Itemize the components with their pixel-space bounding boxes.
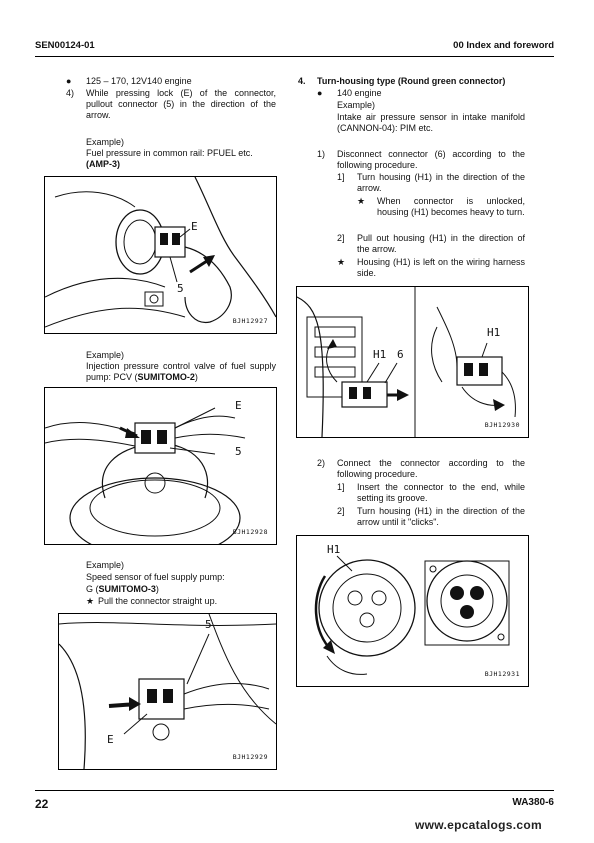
example-text-main: G ( [86, 584, 99, 594]
doc-id: SEN00124-01 [35, 40, 95, 51]
label-h1: H1 [327, 543, 341, 556]
page-number: 22 [35, 797, 49, 811]
example-text: Fuel pressure in common rail: PFUEL etc. [86, 148, 253, 158]
label-h1: H1 [487, 326, 501, 339]
example-text-suffix: ) [194, 372, 198, 382]
figure-code: BJH12928 [232, 528, 268, 536]
engine-range: 125 – 170, 12V140 engine [86, 76, 192, 86]
label-5: 5 [205, 618, 212, 631]
section-title: 00 Index and foreword [453, 40, 554, 51]
model-name: WA380-6 [512, 797, 554, 808]
figure-fuel-pressure-connector [44, 176, 277, 334]
round-connector-illustration [297, 536, 528, 686]
step-number: 2) [317, 458, 326, 468]
section-heading: Turn-housing type (Round green connector) [317, 76, 506, 86]
example-text-suffix: ) [155, 584, 159, 594]
substep-number: 2] [337, 506, 345, 516]
note-text: When connector is unlocked, housing (H1) becomes heavy to turn. [377, 196, 525, 217]
figure-speed-sensor-connector [58, 613, 277, 770]
note-text: Pull the connector straight up. [98, 596, 218, 606]
figure-code: BJH12931 [484, 670, 520, 678]
step-number: 1) [317, 149, 326, 159]
label-h1: H1 [373, 348, 387, 361]
label-e: E [107, 733, 114, 746]
example-text [86, 584, 159, 595]
example-text: Speed sensor of fuel supply pump: [86, 572, 225, 582]
example-text [86, 361, 276, 383]
connector-type: (AMP-3) [86, 159, 120, 169]
example-label: Example) [337, 100, 376, 110]
section-number: 4. [298, 76, 306, 86]
header-rule [35, 56, 554, 57]
star-icon: ★ [337, 257, 346, 267]
star-icon: ★ [86, 596, 95, 606]
step-number: 4) [66, 88, 75, 98]
example-text-main: Injection pressure control valve of fuel supply pump: PCV ( [86, 361, 276, 382]
watermark-link[interactable]: www.epcatalogs.com [415, 818, 542, 832]
figure-pcv-connector [44, 387, 277, 545]
figure-code: BJH12930 [484, 421, 520, 429]
note-text: Housing (H1) is left on the wiring harness side. [357, 257, 525, 278]
connector-type: SUMITOMO-3 [98, 584, 156, 594]
substep-text: Turn housing (H1) in the direction of the arrow until it "clicks". [357, 506, 525, 527]
example-label: Example) [86, 137, 125, 147]
sensor-illustration [59, 614, 276, 769]
substep-number: 2] [337, 233, 345, 243]
engine-model: 140 engine [337, 88, 382, 98]
substep-text: Turn housing (H1) in the direction of the arrow. [357, 172, 525, 193]
label-e: E [191, 220, 198, 233]
label-6: 6 [397, 348, 404, 361]
connector-illustration [45, 177, 276, 333]
manifold-illustration [297, 287, 528, 437]
connector-type: SUMITOMO-2 [137, 372, 195, 382]
substep-number: 1] [337, 172, 345, 182]
label-e: E [235, 399, 242, 412]
example-label: Example) [86, 560, 125, 570]
figure-code: BJH12927 [232, 317, 268, 325]
example-text: Intake air pressure sensor in intake manifold (CANNON-04): PIM etc. [337, 112, 525, 133]
step-text: Disconnect connector (6) according to the following procedure. [337, 149, 525, 170]
example-label: Example) [86, 350, 125, 360]
engine-bullet: ● [66, 76, 72, 86]
footer-rule [35, 790, 554, 791]
step-text: Connect the connector according to the following procedure. [337, 458, 525, 479]
figure-disconnect-connector [296, 286, 529, 438]
figure-code: BJH12929 [232, 753, 268, 761]
substep-text: Pull out housing (H1) in the direction of the arrow. [357, 233, 525, 254]
label-5: 5 [177, 282, 184, 295]
label-5: 5 [235, 445, 242, 458]
substep-text: Insert the connector to the end, while setting its groove. [357, 482, 525, 503]
substep-number: 1] [337, 482, 345, 492]
engine-bullet: ● [317, 88, 323, 98]
star-icon: ★ [357, 196, 366, 206]
figure-connect-connector [296, 535, 529, 687]
step-text: While pressing lock (E) of the connector, pullout connector (5) in the direction of the arrow. [86, 88, 276, 120]
note [86, 596, 217, 607]
